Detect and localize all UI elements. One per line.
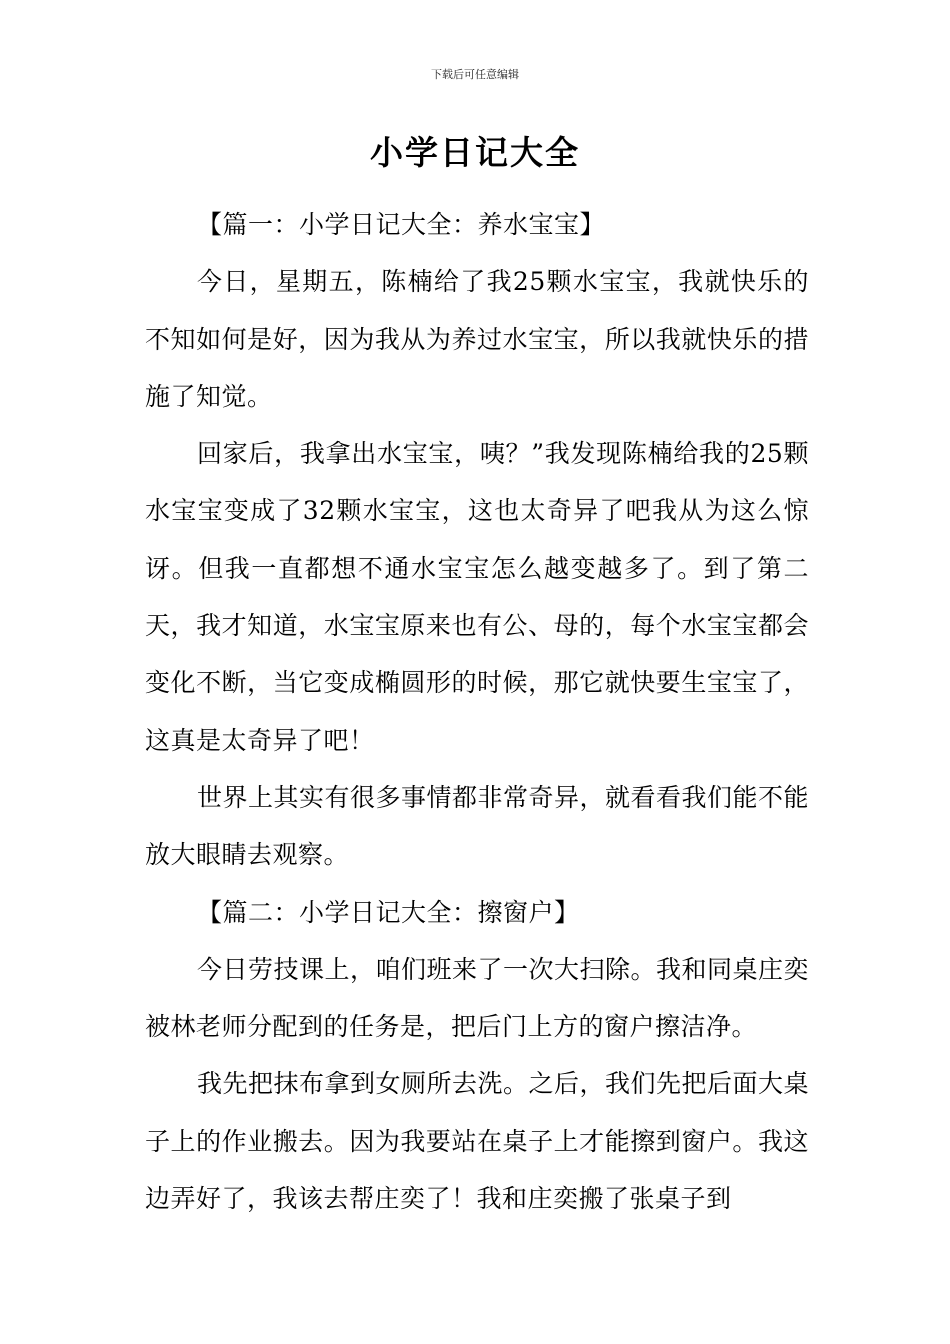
paragraph: 今日劳技课上，咱们班来了一次大扫除。我和同桌庄奕被林老师分配到的任务是，把后门上方的窗户擦洁净。 [145,954,810,1042]
paragraph: 世界上其实有很多事情都非常奇异，就看看我们能不能放大眼睛去观察。 [145,782,810,870]
section-heading-2: 【篇二：小学日记大全：擦窗户】 [197,897,580,927]
page-header-note: 下载后可任意编辑 [431,68,519,81]
paragraph: 我先把抹布拿到女厕所去洗。之后，我们先把后面大桌子上的作业搬去。因为我要站在桌子上才能擦到窗户。我这边弄好了，我该去帮庄奕了！我和庄奕搬了张桌子到 [145,1069,810,1214]
document-title: 小学日记大全 [370,133,580,172]
document-body [145,196,809,1227]
paragraph: 今日，星期五，陈楠给了我25颗水宝宝，我就快乐的不知如何是好，因为我从为养过水宝宝，所以我就快乐的措施了知觉。 [145,267,809,411]
section-heading-1: 【篇一：小学日记大全：养水宝宝】 [197,210,606,239]
paragraph: 回家后，我拿出水宝宝，咦？”我发现陈楠给我的25颗水宝宝变成了32颗水宝宝，这也太奇异了吧我从为这么惊讶。但我一直都想不通水宝宝怎么越变越多了。到了第二天，我才知道，水宝宝原来也有公、母的，每个水宝宝都会变化不断，当它变成椭圆形的时候，那它就快要生宝宝了，这真是太奇异了吧！ [145,439,809,755]
